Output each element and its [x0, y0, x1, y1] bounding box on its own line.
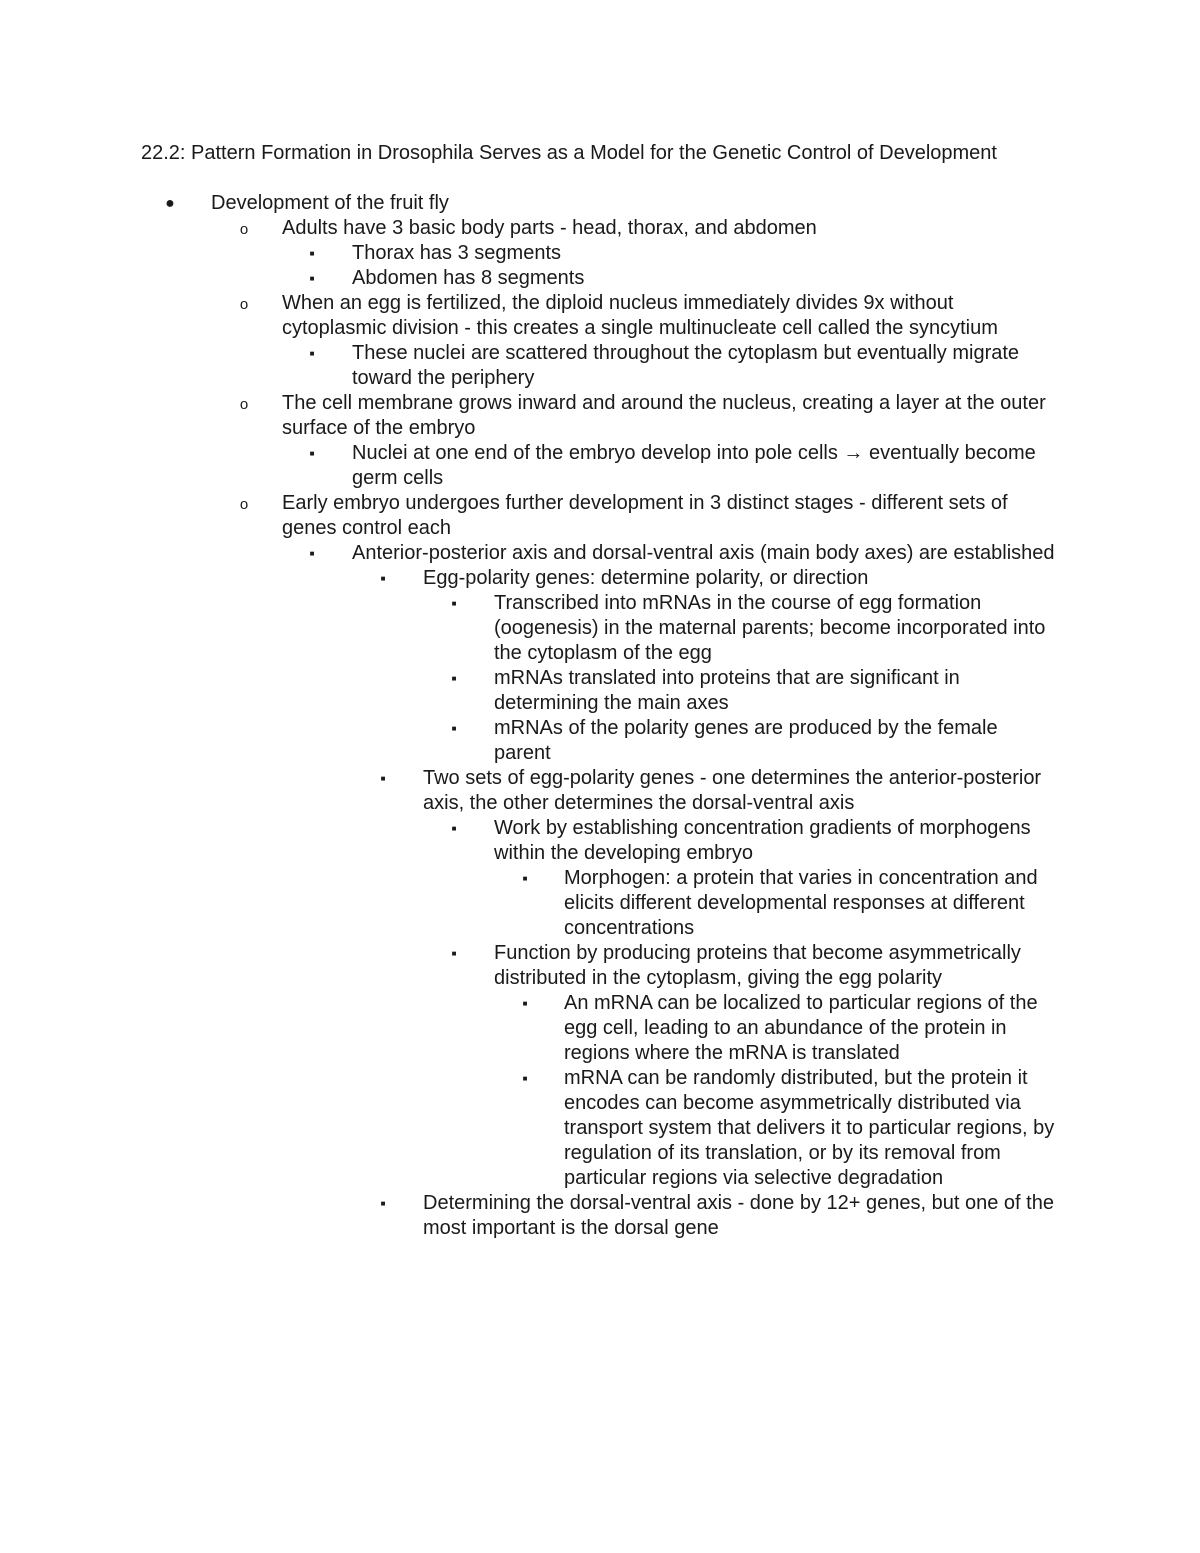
- bullet-square-icon: ■: [380, 574, 386, 583]
- bullet-square-icon: ■: [309, 449, 315, 458]
- list-item-text: Egg-polarity genes: determine polarity, or direction: [423, 567, 869, 589]
- list-item-text: Thorax has 3 segments: [352, 242, 561, 264]
- list-item-text: The cell membrane grows inward and around the nucleus, creating a layer at the outer surface of the embryo: [282, 392, 1046, 439]
- bullet-circle-icon: o: [239, 221, 249, 238]
- list-item-text: Abdomen has 8 segments: [352, 267, 585, 289]
- list-item: [0, 341, 1200, 391]
- list-item: [0, 816, 1200, 866]
- list-item: [0, 216, 1200, 241]
- list-item: [0, 941, 1200, 991]
- list-item: [0, 566, 1200, 591]
- outline-list: [0, 191, 1200, 1241]
- bullet-square-icon: ■: [522, 999, 528, 1008]
- list-item: [0, 241, 1200, 266]
- document-title: 22.2: Pattern Formation in Drosophila Serves as a Model for the Genetic Control of Development: [141, 142, 997, 164]
- bullet-square-icon: ■: [451, 599, 457, 608]
- list-item-text: When an egg is fertilized, the diploid nucleus immediately divides 9x without cytoplasmic division - this creates a single multinucleate cell called the syncytium: [282, 292, 998, 339]
- list-item: [0, 391, 1200, 441]
- bullet-square-icon: ■: [451, 949, 457, 958]
- list-item: [0, 866, 1200, 941]
- list-item-text: An mRNA can be localized to particular regions of the egg cell, leading to an abundance of the protein in regions where the mRNA is translated: [564, 992, 1038, 1064]
- list-item-text: Anterior-posterior axis and dorsal-ventral axis (main body axes) are established: [352, 542, 1055, 564]
- bullet-square-icon: ■: [309, 274, 315, 283]
- list-item-text: mRNA can be randomly distributed, but the protein it encodes can become asymmetrically distributed via transport system that delivers it to particular regions, by regulation of its translation, or by its removal from particular regions via selective degradation: [564, 1067, 1055, 1189]
- bullet-square-icon: ■: [309, 349, 315, 358]
- bullet-circle-icon: o: [239, 296, 249, 313]
- bullet-square-icon: ■: [522, 874, 528, 883]
- bullet-square-icon: ■: [522, 1074, 528, 1083]
- list-item-text: mRNAs translated into proteins that are significant in determining the main axes: [494, 667, 960, 714]
- list-item: [0, 991, 1200, 1066]
- list-item: [0, 541, 1200, 566]
- list-item-text: Development of the fruit fly: [211, 192, 449, 214]
- list-item: [0, 591, 1200, 666]
- list-item-text: Determining the dorsal-ventral axis - done by 12+ genes, but one of the most important is the dorsal gene: [423, 1192, 1054, 1239]
- list-item: [0, 441, 1200, 491]
- list-item: [0, 716, 1200, 766]
- bullet-circle-icon: o: [239, 396, 249, 413]
- list-item: [0, 1191, 1200, 1241]
- list-item-text: Early embryo undergoes further development in 3 distinct stages - different sets of genes control each: [282, 492, 1008, 539]
- list-item-text: Morphogen: a protein that varies in concentration and elicits different developmental responses at different concentrations: [564, 867, 1038, 939]
- list-item-text: Function by producing proteins that become asymmetrically distributed in the cytoplasm, giving the egg polarity: [494, 942, 1021, 989]
- bullet-square-icon: ■: [380, 1199, 386, 1208]
- bullet-square-icon: ■: [309, 249, 315, 258]
- list-item-text: Two sets of egg-polarity genes - one determines the anterior-posterior axis, the other determines the dorsal-ventral axis: [423, 767, 1042, 814]
- list-item-text: These nuclei are scattered throughout the cytoplasm but eventually migrate toward the periphery: [352, 342, 1020, 389]
- list-item: [0, 266, 1200, 291]
- list-item: [0, 766, 1200, 816]
- list-item-text: Nuclei at one end of the embryo develop into pole cells → eventually become germ cells: [352, 442, 1036, 489]
- list-item: [0, 191, 1200, 216]
- list-item: [0, 291, 1200, 341]
- list-item-text: Transcribed into mRNAs in the course of egg formation (oogenesis) in the maternal parents; become incorporated into the cytoplasm of the egg: [494, 592, 1046, 664]
- list-item: [0, 491, 1200, 541]
- list-item: [0, 1066, 1200, 1191]
- list-item: [0, 666, 1200, 716]
- list-item-text: Work by establishing concentration gradients of morphogens within the developing embryo: [494, 817, 1031, 864]
- bullet-square-icon: ■: [309, 549, 315, 558]
- bullet-square-icon: ■: [380, 774, 386, 783]
- bullet-circle-icon: o: [239, 496, 249, 513]
- bullet-square-icon: ■: [451, 674, 457, 683]
- bullet-square-icon: ■: [451, 724, 457, 733]
- bullet-square-icon: ■: [451, 824, 457, 833]
- bullet-disc-icon: ●: [165, 195, 175, 212]
- list-item-text: mRNAs of the polarity genes are produced by the female parent: [494, 717, 998, 764]
- list-item-text: Adults have 3 basic body parts - head, thorax, and abdomen: [282, 217, 817, 239]
